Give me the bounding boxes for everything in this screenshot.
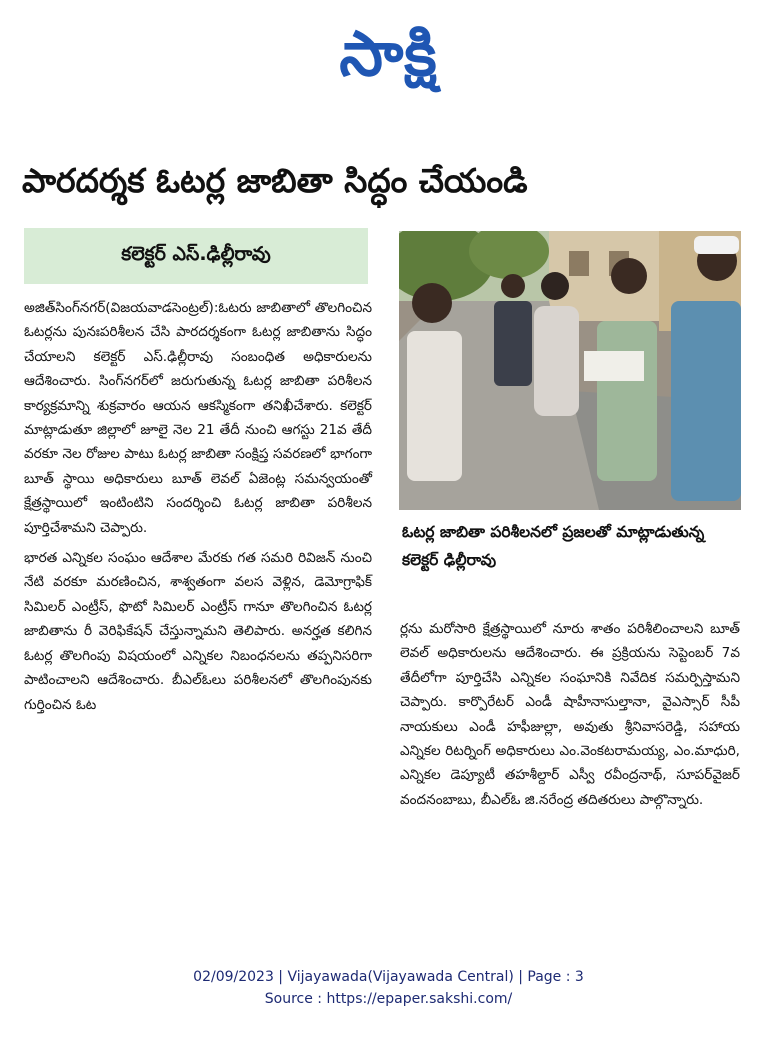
page-footer — [0, 966, 777, 1010]
article-photo — [399, 231, 741, 510]
footer-source-link[interactable]: Source : https://epaper.sakshi.com/ — [264, 991, 513, 1007]
paragraph: ర్లను మరోసారి క్షేత్రస్థాయిలో నూరు శాతం పరిశీలించాలని బూత్ లెవల్ అధికారులను ఆదేశించారు. ఈ ప్రక్రియను సెప్టెంబర్ 7వ తేదీలోగా పూర్తిచేసి ఎన్నికల సంఘానికి నివేదిక సమర్పిస్తామని చెప్పారు. కార్పొరేటర్ ఎండీ షాహీనాసుల్తానా, వైఎస్సార్ సీపీ నాయకులు ఎండీ హఫీజుల్లా, అవుతు శ్రీనివాసరెడ్డి, సహాయ ఎన్నికల రిటర్నింగ్ అధికారులు ఎం.వెంకటరామయ్య, ఎం.మాధురి, ఎన్నికల డెప్యూటీ తహశీల్దార్ ఎస్వీ రవీంద్రనాథ్, సూపర్‌వైజర్ వందనంబాబు, బీఎల్ఓ జి.నరేంద్ర తదితరులు పాల్గొన్నారు. — [400, 621, 740, 808]
footer-date-edition: 02/09/2023 | Vijayawada(Vijayawada Central) | Page : 3 — [193, 969, 584, 985]
sakshi-logo: సాక్షి — [339, 17, 438, 90]
photo-caption: ఓటర్ల జాబితా పరిశీలనలో ప్రజలతో మాట్లాడుతున్న కలెక్టర్ ఢిల్లీరావు — [402, 523, 705, 569]
article-column-2 — [400, 617, 740, 818]
article-column-1 — [24, 296, 372, 723]
article-byline: కలెక్టర్ ఎస్.ఢిల్లీరావు — [24, 228, 368, 284]
paragraph: భారత ఎన్నికల సంఘం ఆదేశాల మేరకు గత సమరి రివిజన్ నుంచి నేటి వరకూ మరణించిన, శాశ్వతంగా వలస వెళ్లిన, డెమోగ్రాఫిక్ సిమిలర్ ఎంట్రీస్, ఫొటో సిమిలర్ ఎంట్రీస్ గానూ తొలగించిన ఓటర్ల జాబితాను రీ వెరిఫికేషన్ చేస్తున్నామని తెలిపారు. అనర్హత కలిగిన ఓటర్ల తొలగింపు విషయంలో ఎన్నికల నిబంధనలను తప్పనిసరిగా పాటించాలని ఆదేశించారు. బీఎల్ఓలు పరిశీలనలో తొలగింపునకు గుర్తించిన ఓట — [24, 550, 372, 713]
paragraph: అజిత్‌సింగ్‌నగర్(విజయవాడసెంట్రల్):ఓటరు జాబితాలో తొలగించిన ఓటర్లను పునఃపరిశీలన చేసి పారదర్శకంగా ఓటర్ల జాబితాను సిద్ధం చేయాలని కలెక్టర్ ఎస్.ఢిల్లీరావు సంబంధిత అధికారులను ఆదేశించారు. సింగ్‌నగర్‌లో జరుగుతున్న ఓటర్ల జాబితా పరిశీలన కార్యక్రమాన్ని శుక్రవారం ఆయన ఆకస్మికంగా తనిఖీచేశారు. కలెక్టర్ మాట్లాడుతూ జిల్లాలో జూలై నెల 21 తేదీ నుంచి ఆగస్టు 21వ తేదీ వరకూ నెల రోజుల పాటు ఓటర్ల జాబితా సంక్షిప్త సవరణలో భాగంగా బూత్ స్థాయి అధికారులు బూత్ లెవల్ ఏజెంట్ల సమన్వయంతో క్షేత్రస్థాయిలో ఇంటింటిని సందర్శించి ఓటర్ల జాబితా పరిశీలన పూర్తిచేశామని చెప్పారు. — [24, 300, 372, 536]
article-headline: పారదర్శక ఓటర్ల జాబితా సిద్ధం చేయండి — [22, 161, 528, 200]
